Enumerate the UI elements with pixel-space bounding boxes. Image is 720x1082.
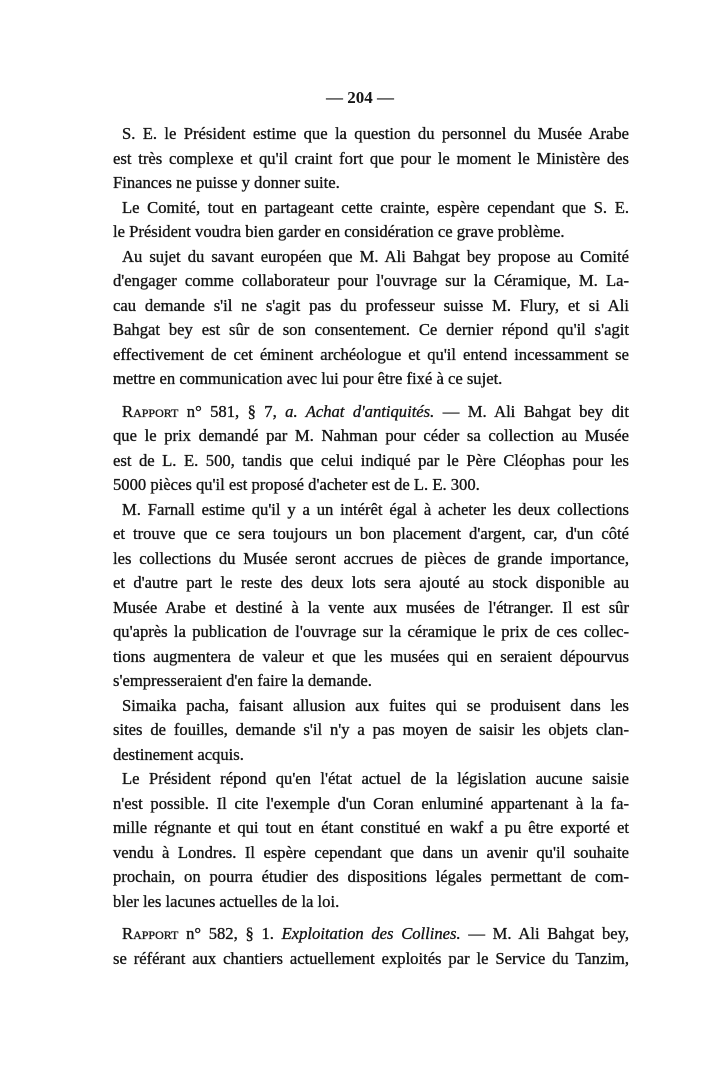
text-line: qu'après la publication de l'ouvrage sur la céramique le prix de ces collec- [113, 622, 629, 641]
text-segment: — M. Ali Bahgat bey dit [434, 401, 630, 421]
text-line [113, 400, 629, 425]
text-line: S. E. le Président estime que la question du personnel du Musée Arabe [122, 124, 629, 143]
text-line: les collections du Musée seront accrues de pièces de grande importance, [113, 548, 629, 568]
paragraph [113, 122, 629, 196]
report-title: a. Achat d'antiquités. [285, 401, 435, 421]
text-line: Bahgat bey est sûr de son consentement. Ce dernier répond qu'il s'agit [113, 320, 629, 339]
text-line: Simaika pacha, faisant allusion aux fuites qui se produisent dans les [122, 695, 629, 715]
text-line: et d'autre part le reste des deux lots sera ajouté au stock disponible au [113, 573, 629, 592]
text-line: sites de fouilles, demande s'il n'y a pas moyen de saisir les objets clan- [113, 720, 629, 739]
text-line: prochain, on pourra étudier des dispositions légales permettant de com- [113, 867, 629, 886]
text-line: d'engager comme collaborateur pour l'ouvrage sur la Céramique, M. La- [113, 271, 629, 290]
text-line: que le prix demandé par M. Nahman pour céder sa collection au Musée [113, 426, 629, 445]
text-line: est de L. E. 500, tandis que celui indiqué par le Père Cléophas pour les [113, 450, 629, 470]
text-segment: n° 581, § 7, [178, 401, 286, 421]
text-line: Au sujet du savant européen que M. Ali Bahgat bey propose au Comité [122, 246, 629, 266]
report-title: Exploitation des Collines. [281, 924, 461, 943]
text-line: destinement acquis. [113, 744, 244, 764]
text-line: vendu à Londres. Il espère cependant que dans un avenir qu'il souhaite [113, 842, 629, 862]
text-line: est très complexe et qu'il craint fort que pour le moment le Ministère des [113, 148, 629, 168]
text-line: bler les lacunes actuelles de la loi. [113, 891, 340, 911]
body-text [113, 122, 629, 971]
paragraph [113, 245, 629, 392]
text-line: cau demande s'il ne s'agit pas du professeur suisse M. Flury, et si Ali [113, 295, 629, 315]
report-label: Rapport [122, 401, 179, 421]
text-segment: n° 582, § 1. [178, 924, 282, 943]
paragraph [113, 694, 629, 768]
text-line: se référant aux chantiers actuellement exploités par le Service du Tanzim, [113, 948, 629, 968]
text-line: et trouve que ce sera toujours un bon placement d'argent, car, d'un côté [113, 524, 629, 543]
paragraph [113, 196, 629, 245]
text-line: mille régnante et qui tout en étant constitué en wakf a pu être exporté et [113, 818, 629, 837]
paragraph [113, 400, 629, 498]
text-line: Le Comité, tout en partageant cette crainte, espère cependant que S. E. [122, 197, 629, 217]
text-segment: — M. Ali Bahgat bey, [460, 924, 629, 943]
text-line: s'empresseraient d'en faire la demande. [113, 671, 372, 690]
text-line: n'est possible. Il cite l'exemple d'un Coran enluminé appartenant à la fa- [113, 793, 629, 813]
text-line [113, 922, 629, 947]
text-line: 5000 pièces qu'il est proposé d'acheter est de L. E. 300. [113, 475, 480, 494]
page-number: — 204 — [326, 88, 394, 107]
text-line: effectivement de cet éminent archéologue et qu'il entend incessamment se [113, 344, 629, 364]
text-line: Le Président répond qu'en l'état actuel de la législation aucune saisie [122, 769, 629, 788]
text-line: mettre en communication avec lui pour être fixé à ce sujet. [113, 369, 503, 388]
report-label: Rapport [122, 924, 179, 943]
paragraph [113, 767, 629, 914]
text-line: Finances ne puisse y donner suite. [113, 173, 340, 192]
paragraph [113, 922, 629, 971]
text-line: M. Farnall estime qu'il y a un intérêt égal à acheter les deux collections [122, 499, 629, 519]
text-line: Musée Arabe et destiné à la vente aux musées de l'étranger. Il est sûr [113, 597, 629, 617]
text-line: tions augmentera de valeur et que les musées qui en seraient dépourvus [113, 646, 629, 666]
text-line: le Président voudra bien garder en considération ce grave problème. [113, 222, 565, 241]
paragraph [113, 498, 629, 694]
